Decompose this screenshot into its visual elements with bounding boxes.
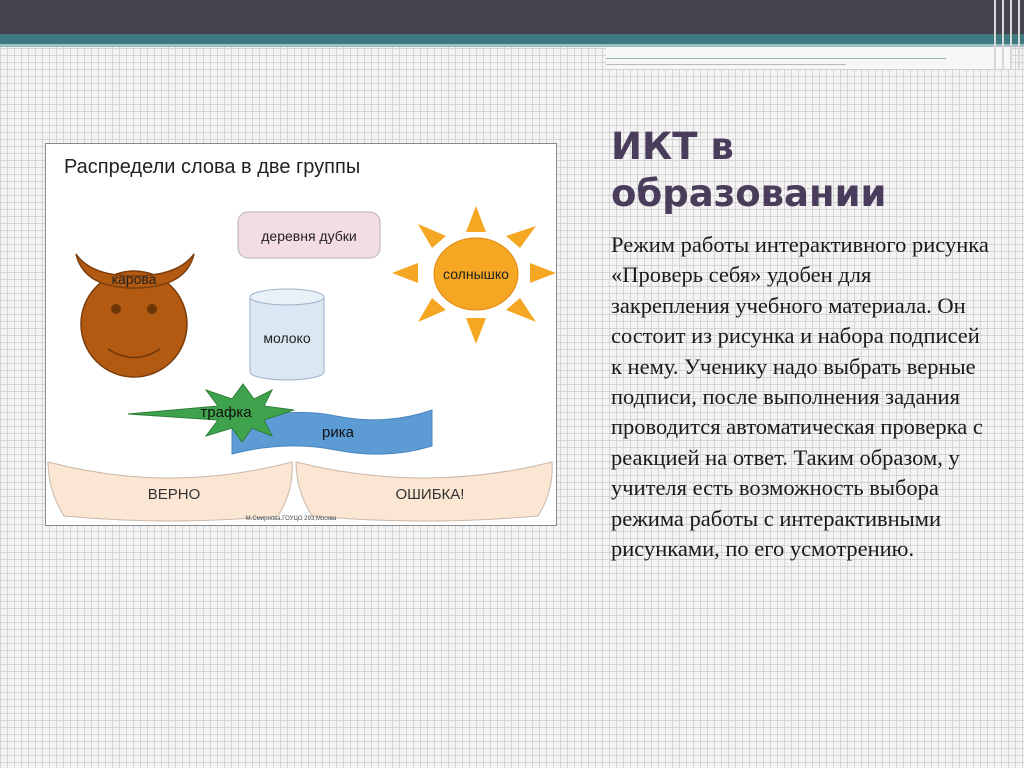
decor-vertical-line [994, 0, 996, 70]
decor-line [606, 58, 946, 59]
decor-vertical-line [1010, 0, 1012, 70]
teal-band [0, 34, 1024, 44]
picture-heading: Распредели слова в две группы [64, 156, 361, 178]
slide-body-text: Режим работы интерактивного рисунка «Проверь себя» удобен для закрепления учебного материала. Он состоит из рисунка и набора подписей к нему. Ученику надо выбрать верные подписи, после выполнения задания проводится автоматическая проверка с реакцией на ответ. Таким образом, у учителя есть возможность выбора режима работы с интерактивными рисунками, по его усмотрению. [611, 232, 989, 562]
word-label[interactable]: карова [111, 271, 157, 287]
drop-target-wrong-label: ОШИБКА! [395, 486, 465, 503]
word-label[interactable]: деревня дубки [261, 228, 357, 244]
drop-target-correct-label: ВЕРНО [147, 486, 201, 503]
word-label[interactable]: трафка [200, 404, 252, 421]
decor-line [606, 64, 846, 65]
top-bar [0, 0, 1024, 34]
word-label[interactable]: молоко [263, 330, 311, 346]
credit-text: М.Смирнова.ГОУЦО 293,Москва [245, 516, 337, 522]
decor-vertical-line [1018, 0, 1020, 70]
interactive-picture [45, 143, 557, 526]
word-label[interactable]: рика [322, 424, 354, 441]
slide-title: ИКТ в образовании [611, 125, 887, 215]
word-label[interactable]: солнышко [443, 266, 509, 282]
decor-vertical-line [1002, 0, 1004, 70]
picture-canvas [46, 144, 556, 525]
